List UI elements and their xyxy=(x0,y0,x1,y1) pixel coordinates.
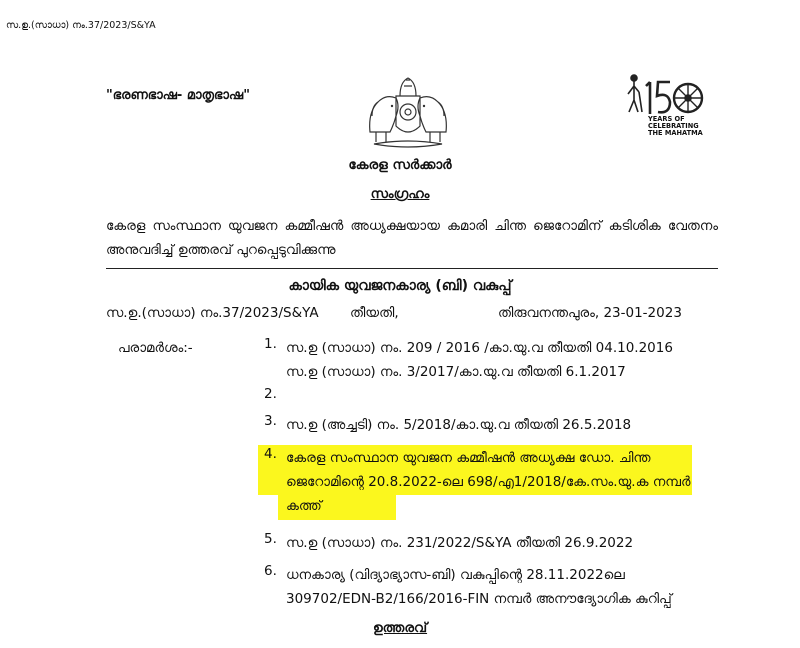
reference-number: 2. xyxy=(264,386,277,402)
reference-number: 5. xyxy=(264,531,277,547)
reference-line: കത്ത് xyxy=(286,498,322,514)
gandhi-caption-line: YEARS OF xyxy=(648,115,685,123)
order-heading: ഉത്തരവ് xyxy=(372,620,428,636)
reference-number: 4. xyxy=(264,446,277,462)
divider-line xyxy=(106,268,718,269)
government-title: കേരള സർക്കാർ xyxy=(348,157,452,173)
subject-text: കേരള സംസ്ഥാന യുവജന കമ്മീഷൻ അധ്യക്ഷയായ കമാരി ചിന്ത ജെറോമിന് കടിശിക വേതനം അനുവദിച്ച് ഉത്തരവ് പുറപ്പെടുവിക്കുന്നു xyxy=(106,218,718,258)
gandhi-caption-line: THE MAHATMA xyxy=(648,129,703,137)
date-label: തീയതി, xyxy=(350,305,399,321)
motto-text: "ഭരണഭാഷ- മാതൃഭാഷ" xyxy=(106,88,250,103)
gandhi-logo-caption xyxy=(648,116,703,137)
order-number: സ.ഉ.(സാധാ) നം.37/2023/S&YA xyxy=(106,305,319,321)
department-title: കായിക യുവജനകാര്യ (ബി) വകുപ്പ് xyxy=(288,278,512,294)
gandhi-caption-line: CELEBRATING xyxy=(648,122,699,130)
reference-number: 6. xyxy=(264,563,277,579)
reference-number: 3. xyxy=(264,413,277,429)
references-label: പരാമർശം:- xyxy=(118,340,193,356)
reference-line: കേരള സംസ്ഥാന യുവജന കമ്മീഷൻ അധ്യക്ഷ ഡോ. ചിന്ത xyxy=(286,450,651,466)
place-date: തിരുവനന്തപുരം, 23-01-2023 xyxy=(498,305,682,321)
header-reference: സ.ഉ.(സാധാ) നം.37/2023/S&YA xyxy=(6,20,156,31)
reference-line: സ.ഉ (സാധാ) നം. 3/2017/കാ.യു.വ തീയതി 6.1.2017 xyxy=(286,364,626,380)
reference-line: സ.ഉ (സാധാ) നം. 209 / 2016 /കാ.യു.വ തീയതി 04.10.2016 xyxy=(286,340,673,356)
reference-line: ജെറോമിന്റെ 20.8.2022-ലെ 698/എ1/2018/കേ.സം.യു.ക നമ്പർ xyxy=(286,474,691,490)
kerala-state-emblem-icon xyxy=(366,72,450,150)
abstract-heading: സംഗ്രഹം xyxy=(370,186,430,202)
reference-line: സ.ഉ (സാധാ) നം. 231/2022/S&YA തീയതി 26.9.2022 xyxy=(286,535,634,551)
reference-line: സ.ഉ (അച്ചടി) നം. 5/2018/കാ.യു.വ തീയതി 26.5.2018 xyxy=(286,417,632,433)
reference-line: ധനകാര്യ (വിദ്യാഭ്യാസ-ബി) വകുപ്പിന്റെ 28.11.2022ലെ xyxy=(286,567,625,583)
reference-number: 1. xyxy=(264,336,277,352)
reference-line: 309702/EDN-B2/166/2016-FIN നമ്പർ അനൗദ്യോഗിക കുറിപ്പ് xyxy=(286,591,672,607)
